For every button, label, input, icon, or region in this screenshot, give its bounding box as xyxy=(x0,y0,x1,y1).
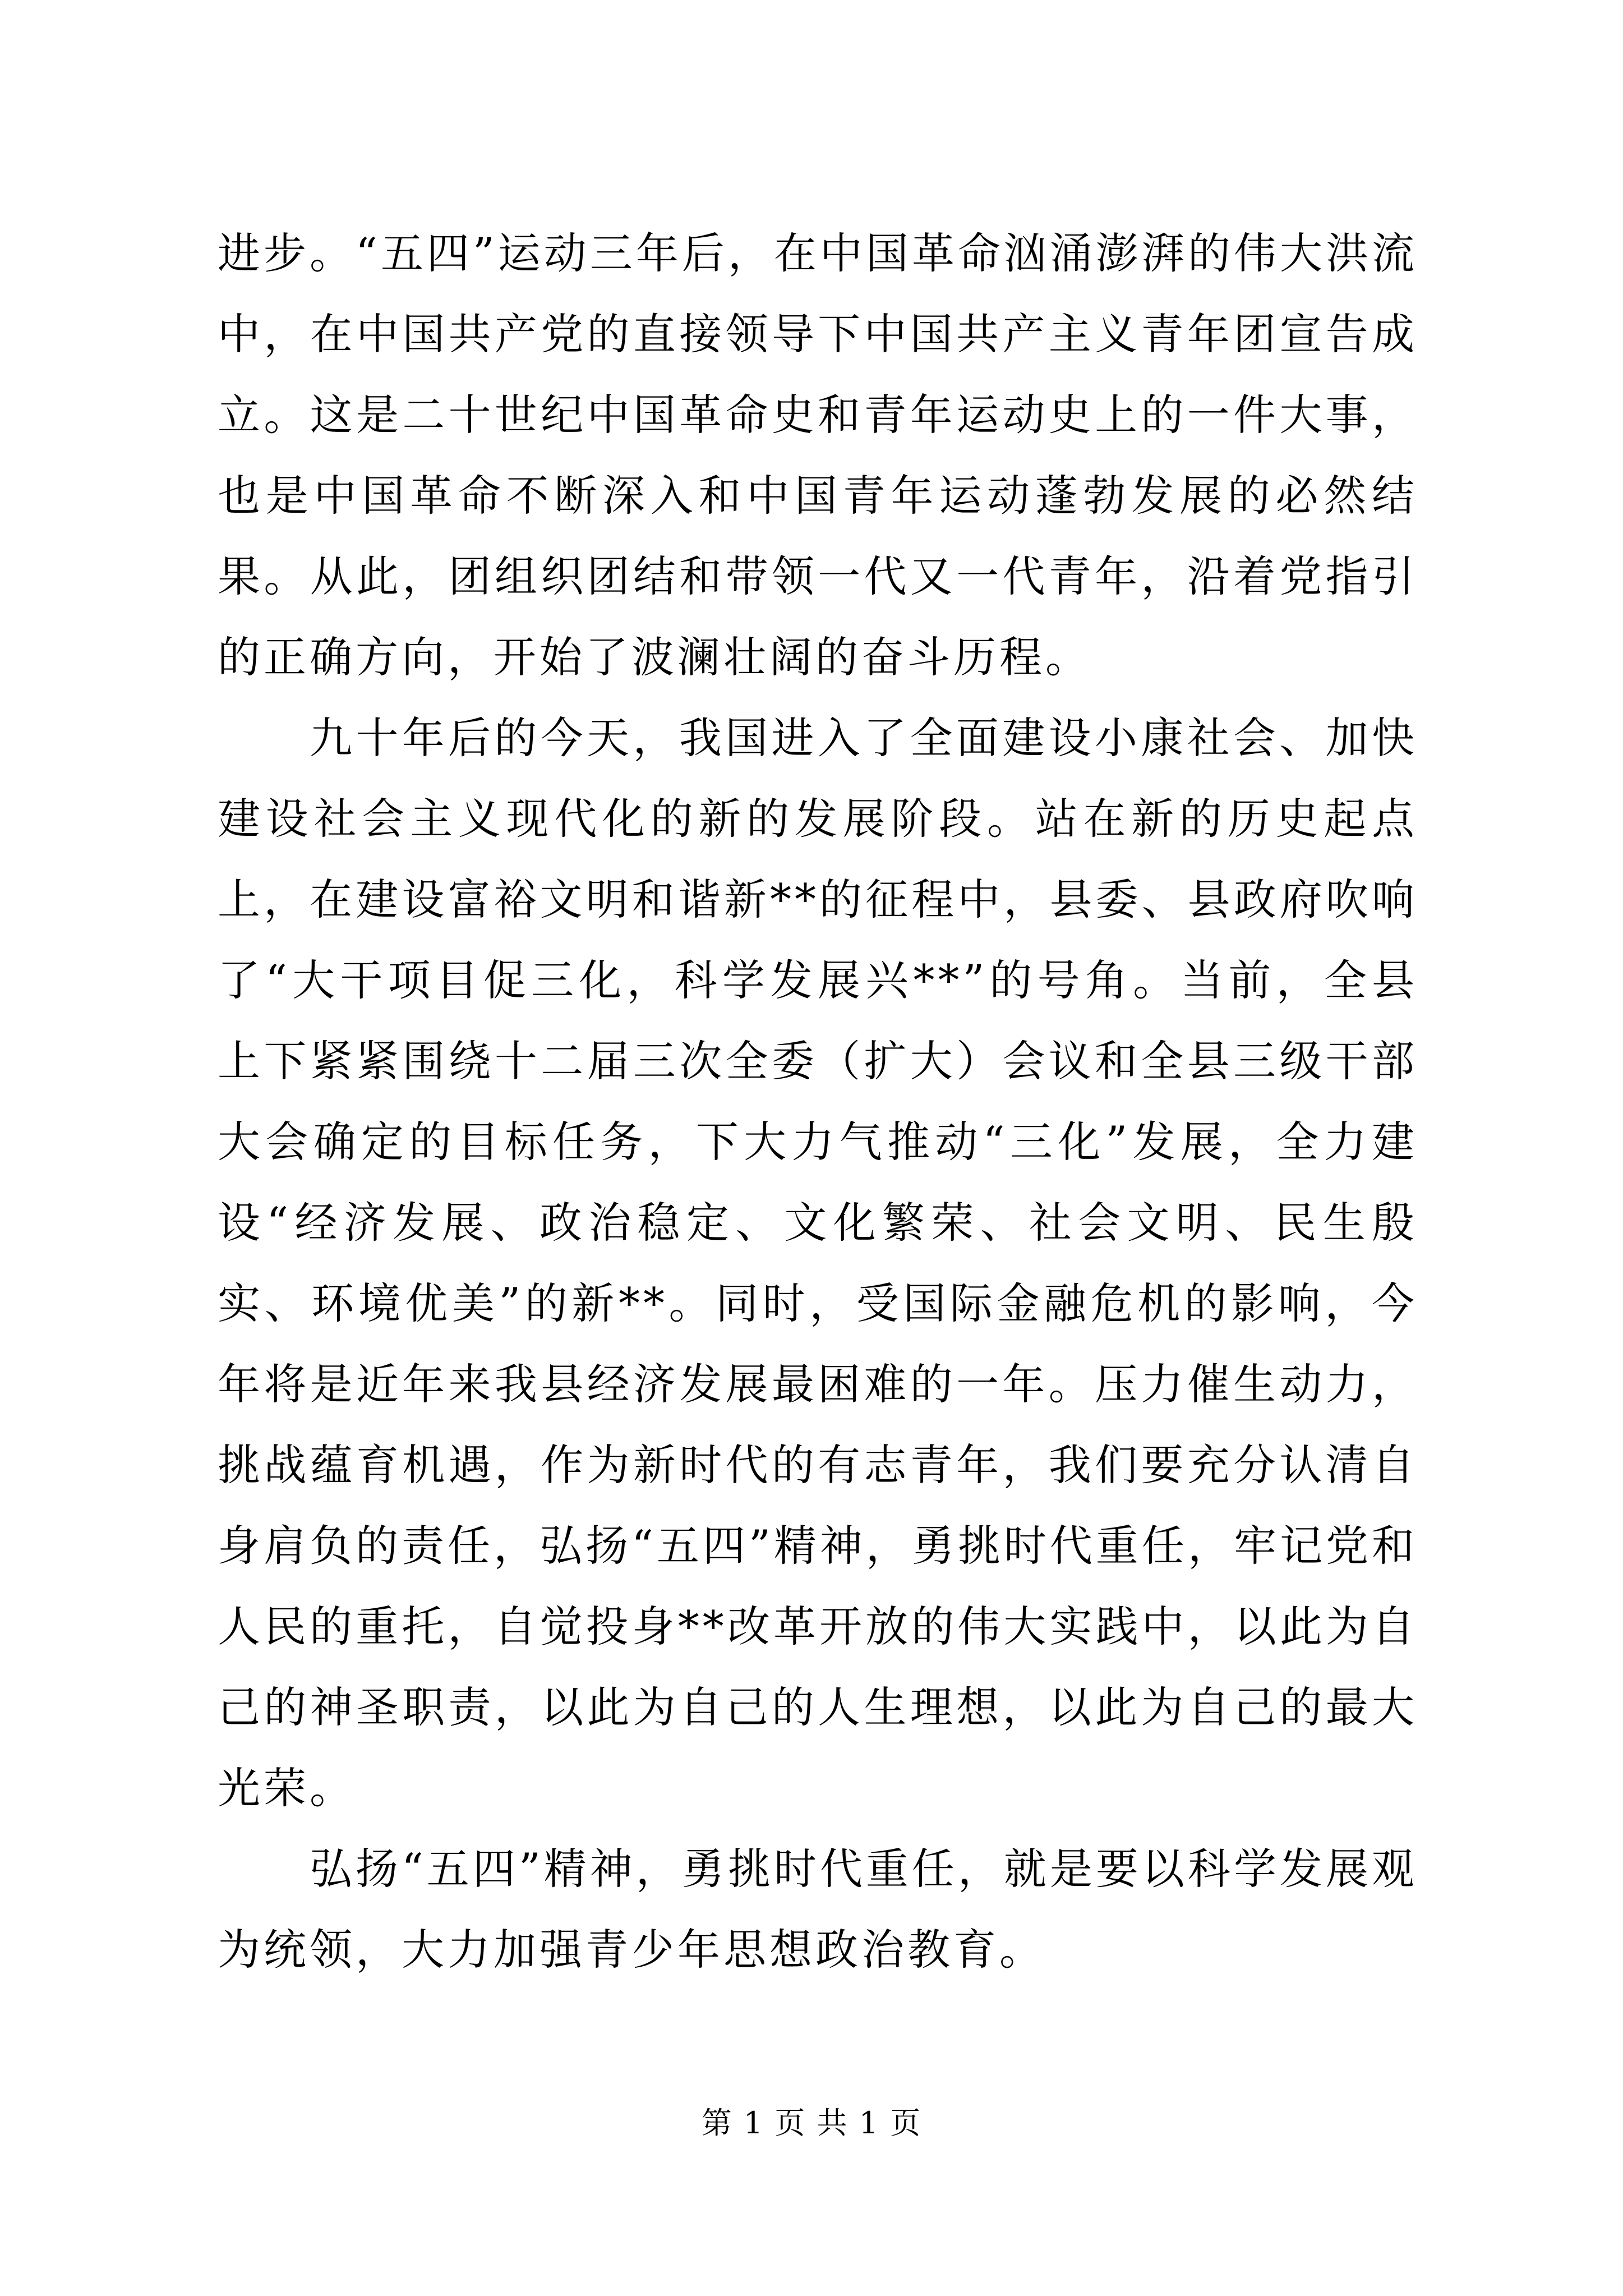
page-footer: 第 1 页 共 1 页 xyxy=(701,2105,922,2141)
document-body xyxy=(218,213,1418,1990)
paragraph-1: 进步。“五四”运动三年后，在中国革命汹涌澎湃的伟大洪流中，在中国共产党的直接领导下中国共产主义青年团宣告成立。这是二十世纪中国革命史和青年运动史上的一件大事，也是中国革命不断深入和中国青年运动蓬勃发展的必然结果。从此，团组织团结和带领一代又一代青年，沿着党指引的正确方向，开始了波澜壮阔的奋斗历程。 xyxy=(218,228,1418,682)
paragraph-2: 九十年后的今天，我国进入了全面建设小康社会、加快建设社会主义现代化的新的发展阶段。站在新的历史起点上，在建设富裕文明和谐新**的征程中，县委、县政府吹响了“大干项目促三化，科学发展兴**”的号角。当前，全县上下紧紧围绕十二届三次全委（扩大）会议和全县三级干部大会确定的目标任务，下大力气推动“三化”发展，全力建设“经济发展、政治稳定、文化繁荣、社会文明、民生殷实、环境优美”的新**。同时，受国际金融危机的影响，今年将是近年来我县经济发展最困难的一年。压力催生动力，挑战蕴育机遇，作为新时代的有志青年，我们要充分认清自身肩负的责任，弘扬“五四”精神，勇挑时代重任，牢记党和人民的重托，自觉投身**改革开放的伟大实践中，以此为自己的神圣职责，以此为自己的人生理想，以此为自己的最大光荣。 xyxy=(218,713,1418,1813)
paragraph-3: 弘扬“五四”精神，勇挑时代重任，就是要以科学发展观为统领，大力加强青少年思想政治教育。 xyxy=(218,1844,1418,1975)
